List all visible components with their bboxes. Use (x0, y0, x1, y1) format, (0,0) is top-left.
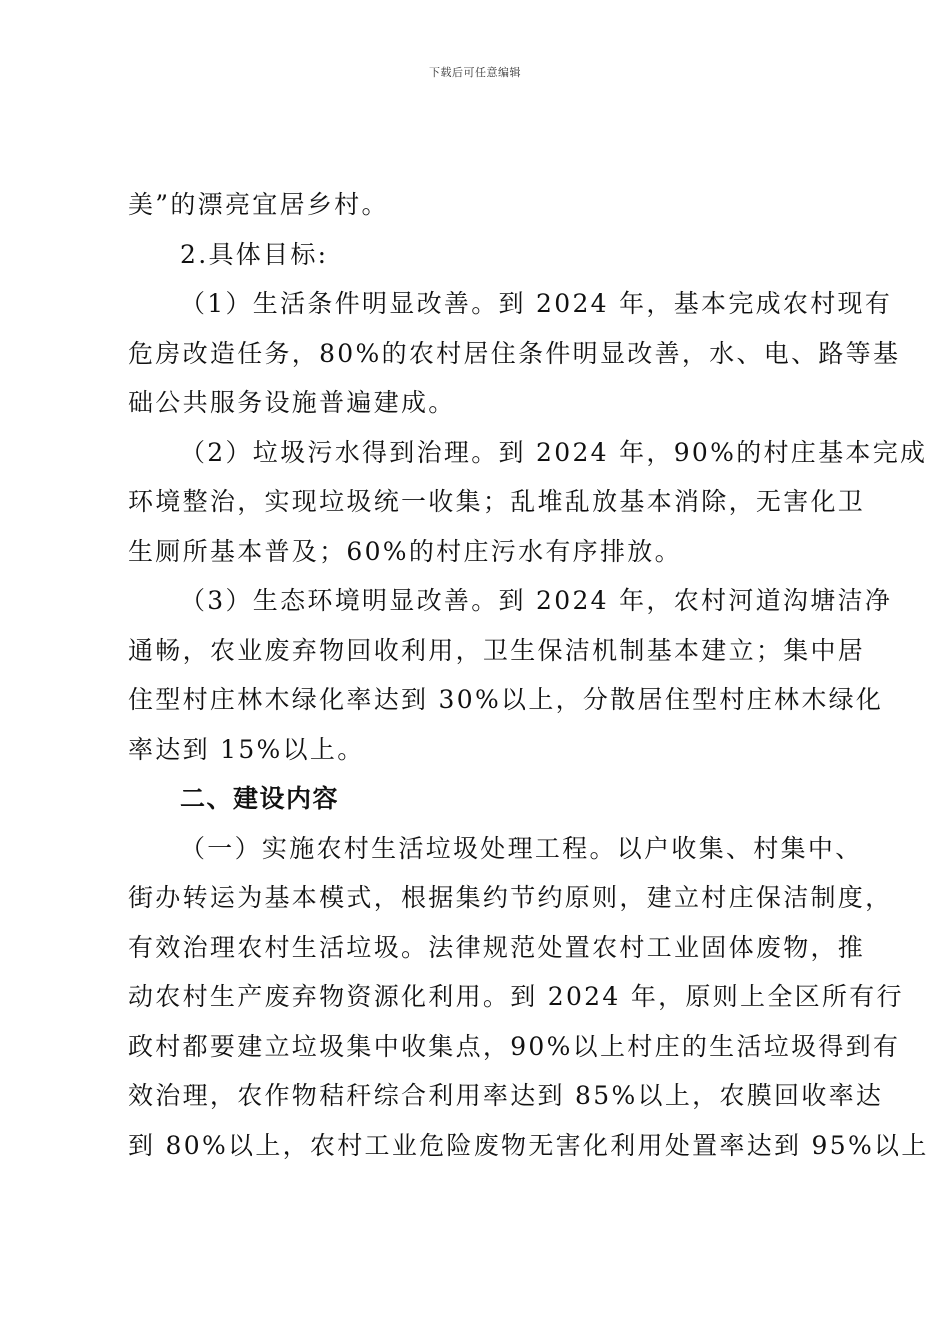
paragraph-line: 础公共服务设施普遍建成。 (128, 388, 456, 417)
paragraph-line: 环境整治，实现垃圾统一收集；乱堆乱放基本消除，无害化卫 (128, 487, 866, 516)
paragraph-line: 动农村生产废弃物资源化利用。到 2024 年，原则上全区所有行 (128, 982, 904, 1011)
paragraph-line: （3）生态环境明显改善。到 2024 年，农村河道沟塘洁净 (180, 586, 893, 615)
paragraph-line: （1）生活条件明显改善。到 2024 年，基本完成农村现有 (180, 289, 893, 318)
paragraph-line: 政村都要建立垃圾集中收集点，90%以上村庄的生活垃圾得到有 (128, 1031, 901, 1061)
paragraph-line: 住型村庄林木绿化率达到 30%以上，分散居住型村庄林木绿化 (128, 685, 884, 714)
paragraph-line: （一）实施农村生活垃圾处理工程。以户收集、村集中、 (180, 833, 863, 863)
document-body (128, 180, 929, 1170)
paragraph-line: 有效治理农村生活垃圾。法律规范处置农村工业固体废物，推 (128, 932, 866, 962)
paragraph-line: 危房改造任务，80%的农村居住条件明显改善，水、电、路等基 (128, 338, 901, 368)
paragraph-line: 生厕所基本普及；60%的村庄污水有序排放。 (128, 536, 682, 566)
paragraph-line: 率达到 15%以上。 (128, 734, 365, 764)
section-heading: 二、建设内容 (180, 784, 340, 813)
paragraph-line: 通畅，农业废弃物回收利用，卫生保洁机制基本建立；集中居 (128, 635, 866, 665)
paragraph-line: 街办转运为基本模式，根据集约节约原则，建立村庄保洁制度， (128, 883, 893, 912)
paragraph-line: 美”的漂亮宜居乡村。 (128, 190, 389, 219)
paragraph-line: 2.具体目标: (180, 239, 329, 269)
paragraph-line: （2）垃圾污水得到治理。到 2024 年，90%的村庄基本完成 (180, 437, 928, 467)
paragraph-line: 到 80%以上，农村工业危险废物无害化利用处置率达到 95%以上 (128, 1130, 929, 1160)
paragraph-line: 效治理，农作物秸秆综合利用率达到 85%以上，农膜回收率达 (128, 1081, 884, 1110)
page-header: 下载后可任意编辑 (429, 66, 521, 79)
